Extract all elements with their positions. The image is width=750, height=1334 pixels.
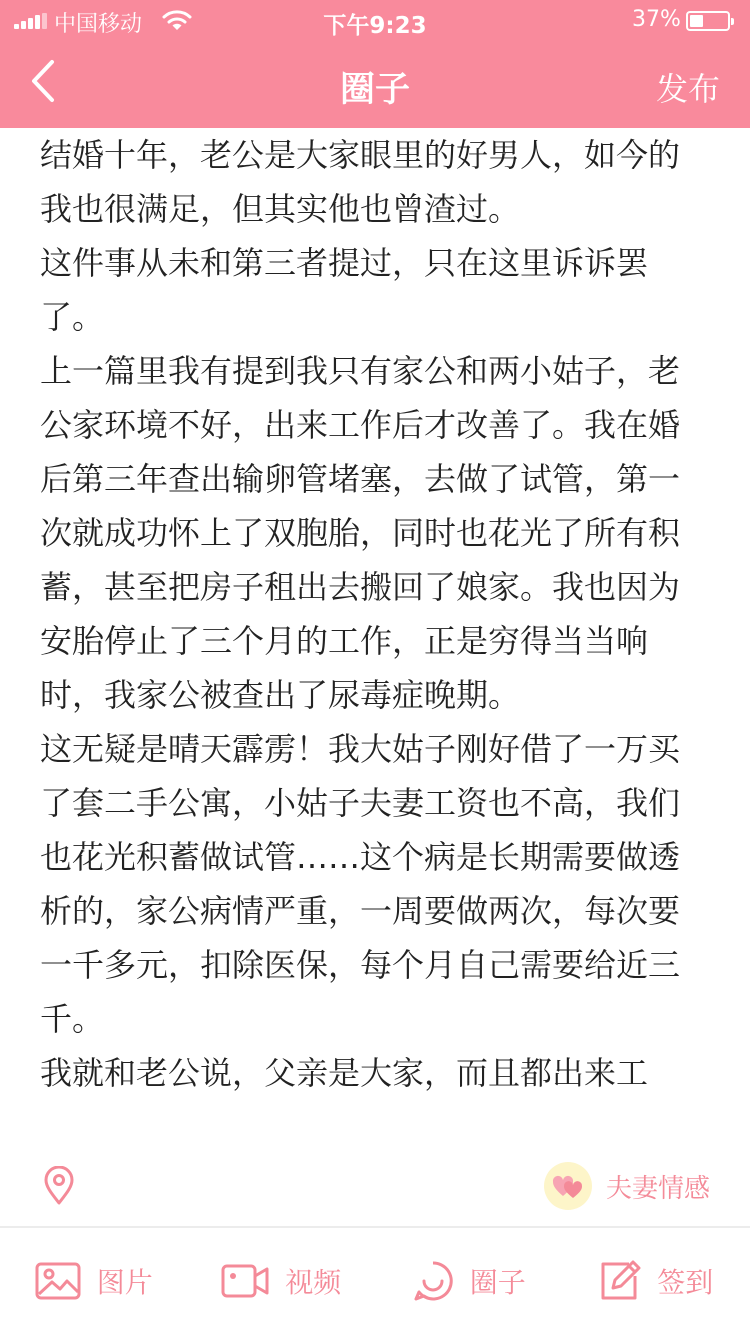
image-button[interactable] [0,1228,188,1334]
battery-percent: 37% [632,7,681,32]
nav-bar [0,40,750,128]
circle-button[interactable] [375,1228,563,1334]
checkin-label: 签到 [657,1266,714,1299]
video-label: 视频 [285,1266,342,1299]
tag-label: 夫妻情感 [605,1173,710,1204]
article-paragraph: 上一篇里我有提到我只有家公和两小姑子，老公家环境不好，出来工作后才改善了。我在婚后第三年查出输卵管堵塞，去做了试管，第一次就成功怀上了双胞胎，同时也花光了所有积蓄，甚至把房子租出去搬回了娘家。我也因为安胎停止了三个月的工作，正是穷得当当响时，我家公被查出了尿毒症晚期。 [40,352,681,714]
post-meta [0,1150,750,1222]
checkin-button[interactable] [563,1228,750,1334]
publish-button[interactable]: 发布 [655,70,720,108]
article-paragraph: 结婚十年，老公是大家眼里的好男人，如今的我也很满足，但其实他也曾渣过。 [40,136,681,228]
video-button[interactable] [188,1228,376,1334]
carrier-name: 中国移动 [54,12,143,37]
location-pin-icon[interactable] [42,1166,76,1206]
hearts-icon [544,1162,592,1210]
battery-icon [686,11,730,31]
status-bar [0,0,750,40]
circle-icon [412,1260,454,1302]
battery-fill [690,15,703,27]
image-label: 图片 [96,1266,153,1299]
page-title: 圈子 [339,70,410,110]
image-icon [35,1261,81,1301]
topic-tag[interactable] [544,1160,710,1212]
article-paragraph: 这无疑是晴天霹雳！我大姑子刚好借了一万买了套二手公寓，小姑子夫妻工资也不高，我们也花光积蓄做试管……这个病是长期需要做透析的，家公病情严重，一周要做两次，每次要一千多元，扣除医保，每个月自己需要给近三千。 [40,730,681,1038]
checkin-icon [599,1260,641,1302]
header [0,0,750,128]
bottom-toolbar [0,1228,750,1334]
circle-label: 圈子 [469,1266,526,1299]
article-paragraph: 我就和老公说，父亲是大家，而且都出来工 [40,1054,649,1092]
video-icon [221,1262,269,1300]
article-paragraph: 这件事从未和第三者提过，只在这里诉诉罢了。 [40,244,649,336]
article-body[interactable] [40,128,700,1148]
clock: 下午9:23 [323,13,427,39]
